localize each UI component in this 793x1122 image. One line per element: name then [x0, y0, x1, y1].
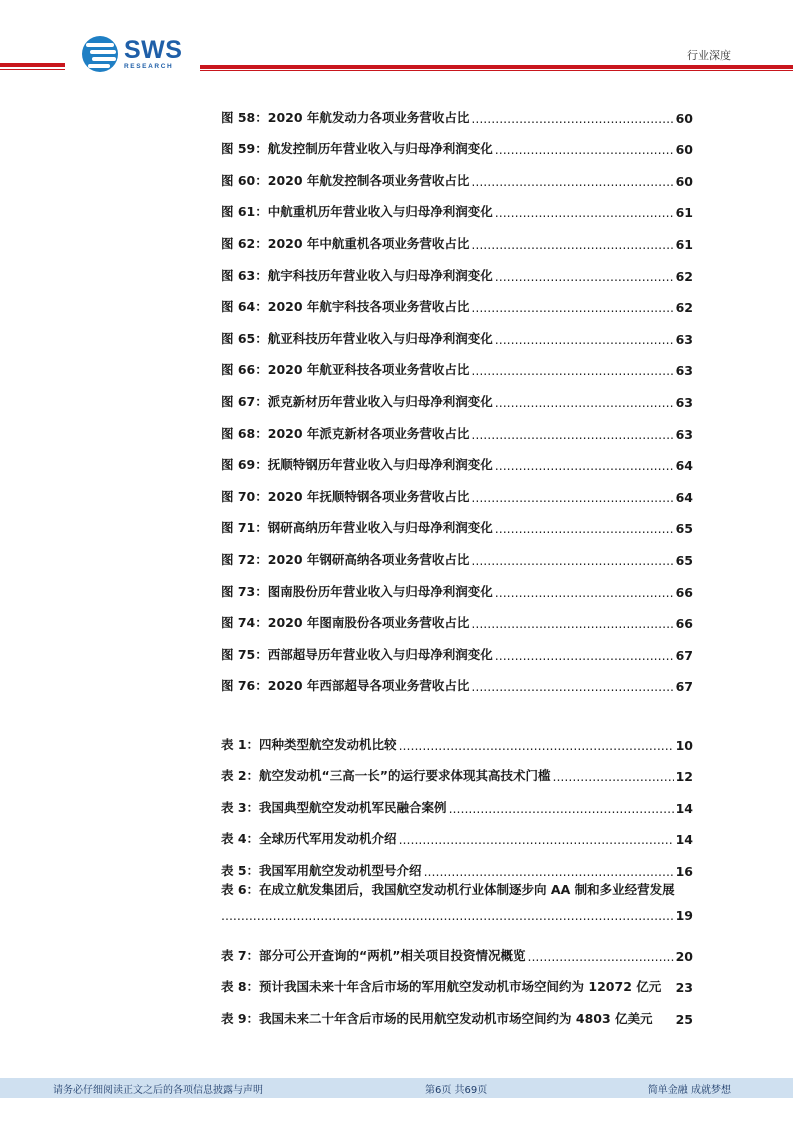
toc-entry-label: 表 6：在成立航发集团后，我国航空发动机行业体制逐步向 AA 制和多业经营发展	[221, 881, 675, 897]
toc-entry-label: 图 67：派克新材历年营业收入与归母净利润变化	[221, 393, 493, 409]
toc-leader-dots	[471, 111, 673, 126]
toc-entry-label: 图 70：2020 年抚顺特钢各项业务营收占比	[221, 488, 470, 504]
toc-entry-label: 图 62：2020 年中航重机各项业务营收占比	[221, 235, 470, 251]
sws-logo	[82, 36, 192, 72]
toc-entry-label: 图 72：2020 年钢研高纳各项业务营收占比	[221, 551, 470, 567]
toc-entry-figure-18[interactable]	[221, 663, 693, 695]
toc-leader-dots	[495, 332, 674, 347]
toc-entry-page: 62	[675, 268, 693, 284]
footer-disclaimer: 请务必仔细阅读正文之后的各项信息披露与声明	[53, 1085, 263, 1096]
toc-leader-dots	[495, 458, 674, 473]
toc-entry-table-2[interactable]	[221, 784, 693, 816]
toc-entry-page: 12	[675, 769, 693, 785]
toc-entry-table-3[interactable]	[221, 816, 693, 848]
toc-entry-page: 67	[675, 647, 693, 663]
toc-entry-table-nodots-1[interactable]	[221, 995, 693, 1027]
toc-entry-label: 图 69：抚顺特钢历年营业收入与归母净利润变化	[221, 457, 493, 473]
toc-entry-label: 图 63：航宇科技历年营业收入与归母净利润变化	[221, 267, 493, 283]
toc-entry-figure-4[interactable]	[221, 220, 693, 252]
header-divider-right	[200, 65, 793, 69]
toc-entry-label: 图 66：2020 年航亚科技各项业务营收占比	[221, 362, 470, 378]
footer-slogan: 简单金融 成就梦想	[647, 1085, 731, 1096]
toc-entry-label: 图 65：航亚科技历年营业收入与归母净利润变化	[221, 330, 493, 346]
header-divider-right-thin	[200, 70, 793, 71]
toc-leader-dots	[471, 679, 673, 694]
toc-leader-dots	[471, 553, 673, 568]
logo-text: SWS	[124, 36, 183, 64]
toc-entry-page: 23	[675, 980, 693, 996]
toc-entry-label: 图 74：2020 年图南股份各项业务营收占比	[221, 615, 470, 631]
toc-leader-dots	[552, 769, 673, 784]
toc-entry-figure-0[interactable]	[221, 94, 693, 126]
toc-leader-dots	[495, 521, 674, 536]
toc-entry-page: 20	[675, 948, 693, 964]
toc-entry-page: 63	[675, 331, 693, 347]
toc-entry-page: 25	[675, 1011, 693, 1027]
toc-entry-figure-12[interactable]	[221, 473, 693, 505]
toc-entry-figure-8[interactable]	[221, 347, 693, 379]
toc-entry-page: 66	[675, 584, 693, 600]
toc-entry-table-1[interactable]	[221, 753, 693, 785]
page-header	[0, 0, 793, 80]
toc-entry-figure-10[interactable]	[221, 410, 693, 442]
toc-leader-dots	[495, 648, 674, 663]
toc-entry-figure-17[interactable]	[221, 631, 693, 663]
toc-entry-page: 10	[675, 737, 693, 753]
toc-leader-dots	[399, 832, 674, 847]
toc-entry-label: 表 4：全球历代军用发动机介绍	[221, 831, 397, 847]
page-footer	[0, 1078, 793, 1098]
toc-leader-dots	[495, 395, 674, 410]
toc-leader-dots	[471, 490, 673, 505]
toc-entry-figure-6[interactable]	[221, 284, 693, 316]
toc-entry-page: 60	[675, 142, 693, 158]
table-index	[221, 721, 693, 1027]
toc-leader-dots	[471, 363, 673, 378]
figure-index	[221, 94, 693, 694]
toc-entry-figure-15[interactable]	[221, 568, 693, 600]
toc-entry-label: 表 9：我国未来二十年含后市场的民用航空发动机市场空间约为 4803 亿美元	[221, 1010, 653, 1026]
toc-entry-page: 60	[675, 173, 693, 189]
toc-entry-label: 表 2：航空发动机“三高一长”的运行要求体现其高技术门槛	[221, 768, 551, 784]
toc-entry-figure-7[interactable]	[221, 315, 693, 347]
toc-entry-page: 64	[675, 489, 693, 505]
toc-entry-label: 图 59：航发控制历年营业收入与归母净利润变化	[221, 141, 493, 157]
toc-leader-dots	[449, 801, 674, 816]
toc-entry-label: 表 5：我国军用航空发动机型号介绍	[221, 862, 422, 878]
toc-entry-page: 64	[675, 458, 693, 474]
toc-entry-table-nodots-0[interactable]	[221, 964, 693, 996]
toc-entry-page: 19	[675, 907, 693, 923]
toc-entry-label: 表 8：预计我国未来十年含后市场的军用航空发动机市场空间约为 12072 亿元	[221, 979, 662, 995]
toc-entry-label: 图 60：2020 年航发控制各项业务营收占比	[221, 172, 470, 188]
report-type-tag: 行业深度	[687, 49, 731, 62]
toc-entry-page: 61	[675, 205, 693, 221]
toc-leader-dots	[495, 585, 674, 600]
toc-entry-figure-9[interactable]	[221, 378, 693, 410]
header-divider-left-thin	[0, 69, 65, 70]
toc-entry-figure-3[interactable]	[221, 189, 693, 221]
toc-entry-label: 图 64：2020 年航宇科技各项业务营收占比	[221, 299, 470, 315]
toc-entry-figure-16[interactable]	[221, 600, 693, 632]
toc-leader-dots	[527, 949, 673, 964]
toc-entry-label: 图 75：西部超导历年营业收入与归母净利润变化	[221, 646, 493, 662]
toc-entry-label: 图 73：图南股份历年营业收入与归母净利润变化	[221, 583, 493, 599]
toc-leader-dots	[495, 205, 674, 220]
logo-globe-icon	[82, 36, 118, 72]
toc-entry-page: 63	[675, 426, 693, 442]
logo-subtext: RESEARCH	[124, 63, 174, 70]
toc-leader-dots	[495, 142, 674, 157]
toc-entry-label: 图 58：2020 年航发动力各项业务营收占比	[221, 109, 470, 125]
toc-entry-table-after-0[interactable]	[221, 932, 693, 964]
toc-entry-figure-2[interactable]	[221, 157, 693, 189]
toc-entry-table-4[interactable]	[221, 847, 693, 879]
toc-entry-label: 表 7：部分可公开查询的“两机”相关项目投资情况概览	[221, 947, 526, 963]
footer-page-number: 第6页 共69页	[425, 1085, 488, 1096]
toc-entry-figure-13[interactable]	[221, 505, 693, 537]
toc-entry-table-6[interactable]	[221, 879, 693, 932]
toc-leader-dots	[471, 300, 673, 315]
toc-entry-page: 67	[675, 679, 693, 695]
toc-leader-dots	[424, 864, 674, 879]
toc-entry-label: 表 3：我国典型航空发动机军民融合案例	[221, 799, 447, 815]
toc-leader-dots	[471, 427, 673, 442]
toc-leader-dots	[471, 237, 673, 252]
toc-entry-label: 表 1：四种类型航空发动机比较	[221, 736, 397, 752]
toc-entry-label: 图 68：2020 年派克新材各项业务营收占比	[221, 425, 470, 441]
toc-leader-dots	[399, 738, 674, 753]
toc-entry-label: 图 61：中航重机历年营业收入与归母净利润变化	[221, 204, 493, 220]
toc-entry-page: 14	[675, 832, 693, 848]
toc-entry-figure-11[interactable]	[221, 442, 693, 474]
toc-leader-dots	[471, 616, 673, 631]
toc-entry-label: 图 76：2020 年西部超导各项业务营收占比	[221, 678, 470, 694]
toc-entry-page: 63	[675, 363, 693, 379]
toc-entry-page: 61	[675, 236, 693, 252]
toc-entry-label: 图 71：钢研高纳历年营业收入与归母净利润变化	[221, 520, 493, 536]
toc-leader-dots	[221, 908, 674, 923]
toc-entry-figure-1[interactable]	[221, 126, 693, 158]
toc-entry-page: 66	[675, 616, 693, 632]
toc-entry-figure-5[interactable]	[221, 252, 693, 284]
toc-entry-figure-14[interactable]	[221, 536, 693, 568]
toc-entry-page: 65	[675, 521, 693, 537]
toc-entry-page: 63	[675, 394, 693, 410]
header-divider-left	[0, 63, 65, 67]
toc-leader-dots	[495, 269, 674, 284]
toc-entry-page: 62	[675, 300, 693, 316]
toc-entry-page: 60	[675, 110, 693, 126]
toc-entry-page: 65	[675, 552, 693, 568]
toc-entry-page: 16	[675, 863, 693, 879]
toc-entry-table-0[interactable]	[221, 721, 693, 753]
toc-entry-page: 14	[675, 800, 693, 816]
toc-leader-dots	[471, 174, 673, 189]
